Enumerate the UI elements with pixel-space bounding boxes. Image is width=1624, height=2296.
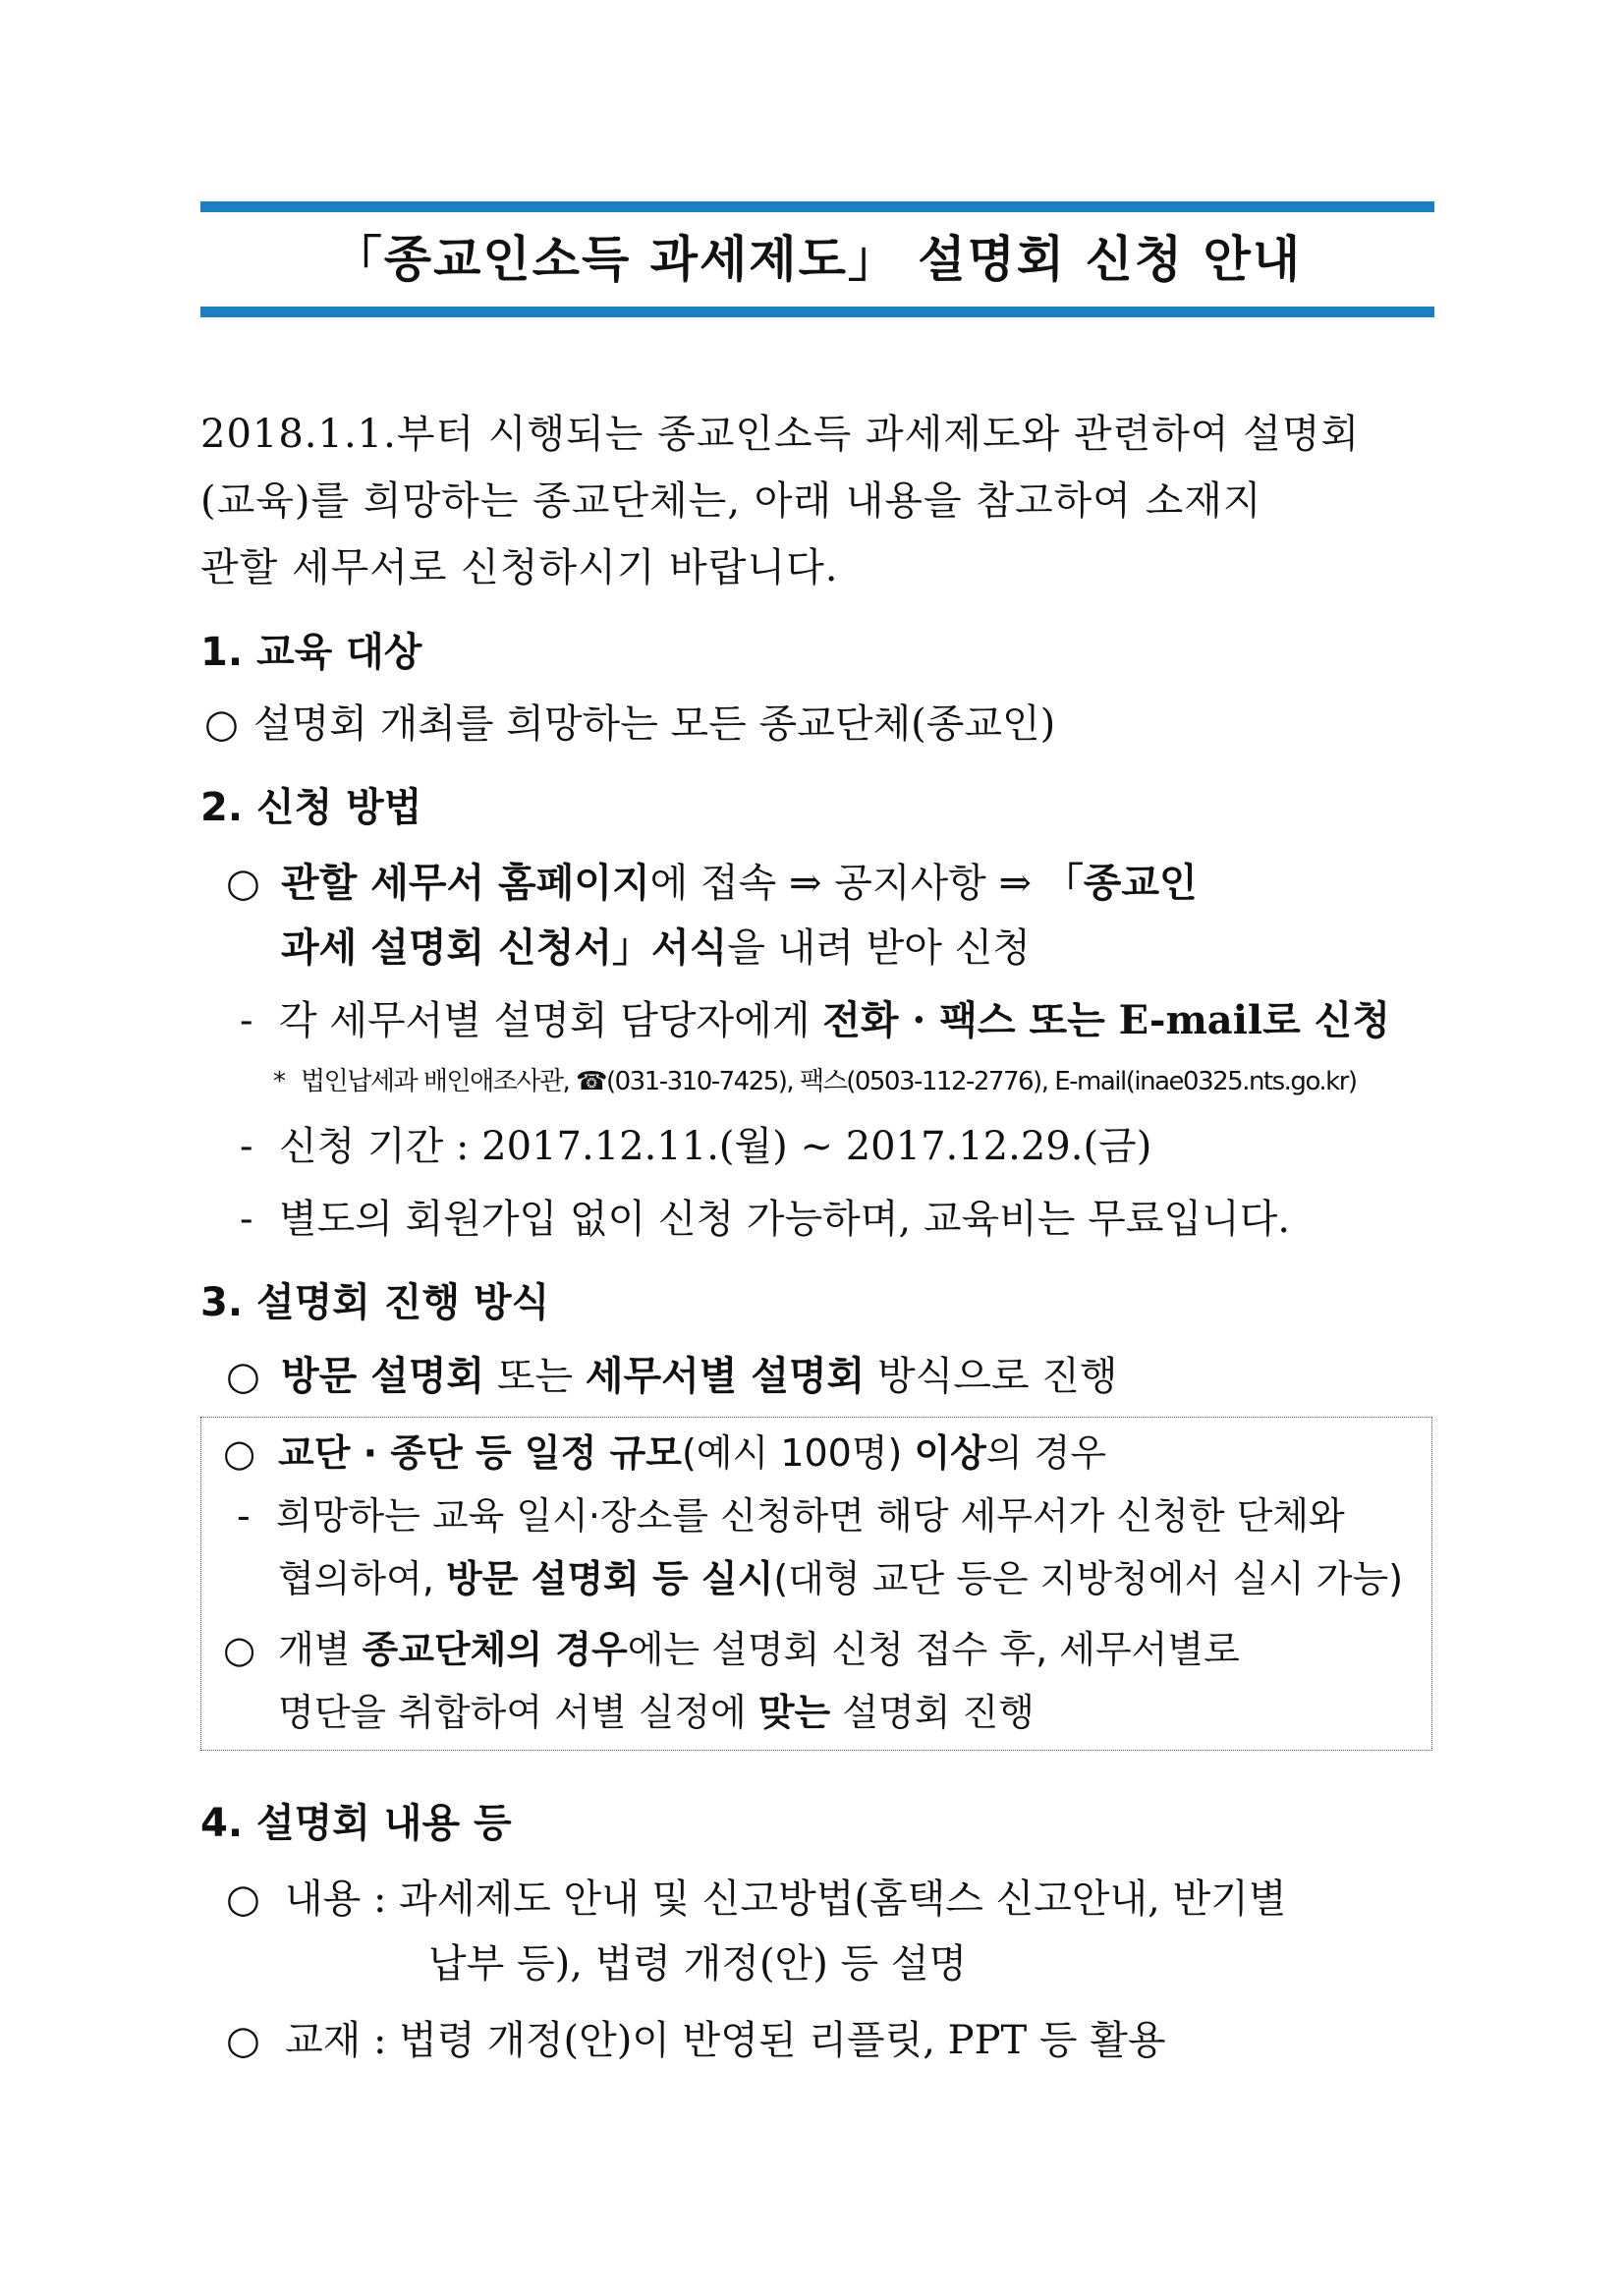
- item-bold: 세무서별 설명회: [585, 1353, 866, 1399]
- title-top-rule: [200, 201, 1434, 212]
- circle-bullet: ○: [226, 1876, 260, 1922]
- item-text: 에는 설명회 신청 접수 후, 세무서별로: [627, 1628, 1240, 1671]
- item-bold: 방문 설명회 등 실시: [446, 1557, 774, 1600]
- section-4-heading: 4. 설명회 내용 등: [200, 1801, 512, 1846]
- item-bold: 맞는: [757, 1691, 831, 1734]
- item-bold: 관할 세무서 홈페이지: [281, 860, 650, 906]
- note-text: 법인납세과 배인애조사관, ☎(031-310-7425), 팩스(0503-112-2776), E-mail(inae0325.nts.go.kr): [301, 1067, 1357, 1096]
- item-bold: 교단 · 종단 등 일정 규모: [278, 1431, 682, 1475]
- intro-paragraph: [200, 401, 1434, 601]
- dash-bullet: -: [240, 1124, 253, 1169]
- section-2-heading: 2. 신청 방법: [200, 785, 422, 830]
- section-4-item-2: [200, 2008, 1434, 2073]
- item-text: 설명회 개최를 희망하는 모든 종교단체(종교인): [253, 701, 1056, 747]
- dash-bullet: -: [237, 1494, 251, 1538]
- item-text: 개별: [278, 1628, 363, 1671]
- item-text: (예시 100명): [681, 1431, 915, 1475]
- box-line-4: [201, 1618, 1431, 1681]
- section-4-item-1-line1: [200, 1867, 1434, 1932]
- intro-line: (교육)를 희망하는 종교단체는, 아래 내용을 참고하여 소재지: [200, 478, 1262, 524]
- item-text: 명단을 취합하여 서별 실정에: [278, 1691, 758, 1734]
- item-bold: 이상: [914, 1431, 986, 1475]
- item-text: 을 내려 받아 신청: [727, 925, 1031, 971]
- dash-bullet: -: [240, 998, 253, 1043]
- circle-bullet: ○: [226, 1354, 260, 1399]
- item-text: 또는: [484, 1354, 586, 1399]
- section-2-dash-3: [200, 1187, 1434, 1252]
- circle-bullet: ○: [223, 1628, 256, 1671]
- item-text: 의 경우: [985, 1431, 1107, 1475]
- circle-bullet: ○: [226, 2018, 260, 2063]
- item-text: (대형 교단 등은 지방청에서 실시 가능): [773, 1557, 1404, 1600]
- box-line-3: [201, 1547, 1431, 1610]
- item-text: 교재 : 법령 개정(안)이 반영된 리플릿, PPT 등 활용: [285, 2018, 1166, 2063]
- document-page: [200, 201, 1434, 2073]
- section-4-item-1-line2: [200, 1932, 1434, 1996]
- item-text: 설명회 진행: [830, 1691, 1035, 1734]
- highlight-box: [200, 1417, 1432, 1751]
- section-3-heading: 3. 설명회 진행 방식: [200, 1280, 550, 1325]
- circle-bullet: ○: [226, 861, 260, 906]
- section-1-heading: 1. 교육 대상: [200, 630, 422, 675]
- item-text: 희망하는 교육 일시·장소를 신청하면 해당 세무서가 신청한 단체와: [276, 1494, 1345, 1538]
- section-2-item-line2: [200, 916, 1434, 980]
- item-text: 각 세무서별 설명회 담당자에게: [279, 998, 823, 1043]
- star-bullet: *: [273, 1067, 285, 1096]
- circle-bullet: ○: [204, 701, 239, 747]
- section-1-item: [200, 692, 1434, 756]
- box-line-5: [201, 1681, 1431, 1744]
- title-bottom-rule: [200, 307, 1434, 317]
- item-bold: 방문 설명회: [281, 1353, 485, 1399]
- item-bold: 「종교인: [1043, 860, 1198, 906]
- box-line-2: [201, 1484, 1431, 1547]
- item-text: 방식으로 진행: [865, 1354, 1118, 1399]
- section-2-dash-1: [200, 988, 1434, 1053]
- circle-bullet: ○: [223, 1431, 256, 1475]
- intro-line: 관할 세무서로 신청하시기 바랍니다.: [200, 545, 839, 590]
- box-line-1: [201, 1422, 1431, 1484]
- page-title: 「종교인소득 과세제도」 설명회 신청 안내: [332, 231, 1303, 288]
- item-text: 에 접속 ⇒ 공지사항 ⇒: [649, 861, 1044, 906]
- item-text: 신청 기간 : 2017.12.11.(월) ~ 2017.12.29.(금): [279, 1124, 1152, 1169]
- intro-line: 2018.1.1.부터 시행되는 종교인소득 과세제도와 관련하여 설명회: [200, 412, 1361, 457]
- item-text: 내용 : 과세제도 안내 및 신고방법(홈택스 신고안내, 반기별: [285, 1876, 1287, 1922]
- dash-bullet: -: [240, 1197, 253, 1242]
- item-bold: 전화 · 팩스 또는 E-mail로 신청: [822, 997, 1390, 1043]
- section-3-item: [200, 1344, 1434, 1409]
- contact-note: [200, 1057, 1434, 1106]
- item-text: 협의하여,: [278, 1557, 446, 1600]
- item-text: 별도의 회원가입 없이 신청 가능하며, 교육비는 무료입니다.: [279, 1197, 1291, 1242]
- section-2-item-line1: [200, 851, 1434, 916]
- item-bold: 과세 설명회 신청서」서식: [281, 924, 728, 971]
- item-bold: 종교단체의 경우: [362, 1628, 628, 1671]
- section-2-dash-2: [200, 1114, 1434, 1179]
- item-text: 납부 등), 법령 개정(안) 등 설명: [428, 1941, 968, 1987]
